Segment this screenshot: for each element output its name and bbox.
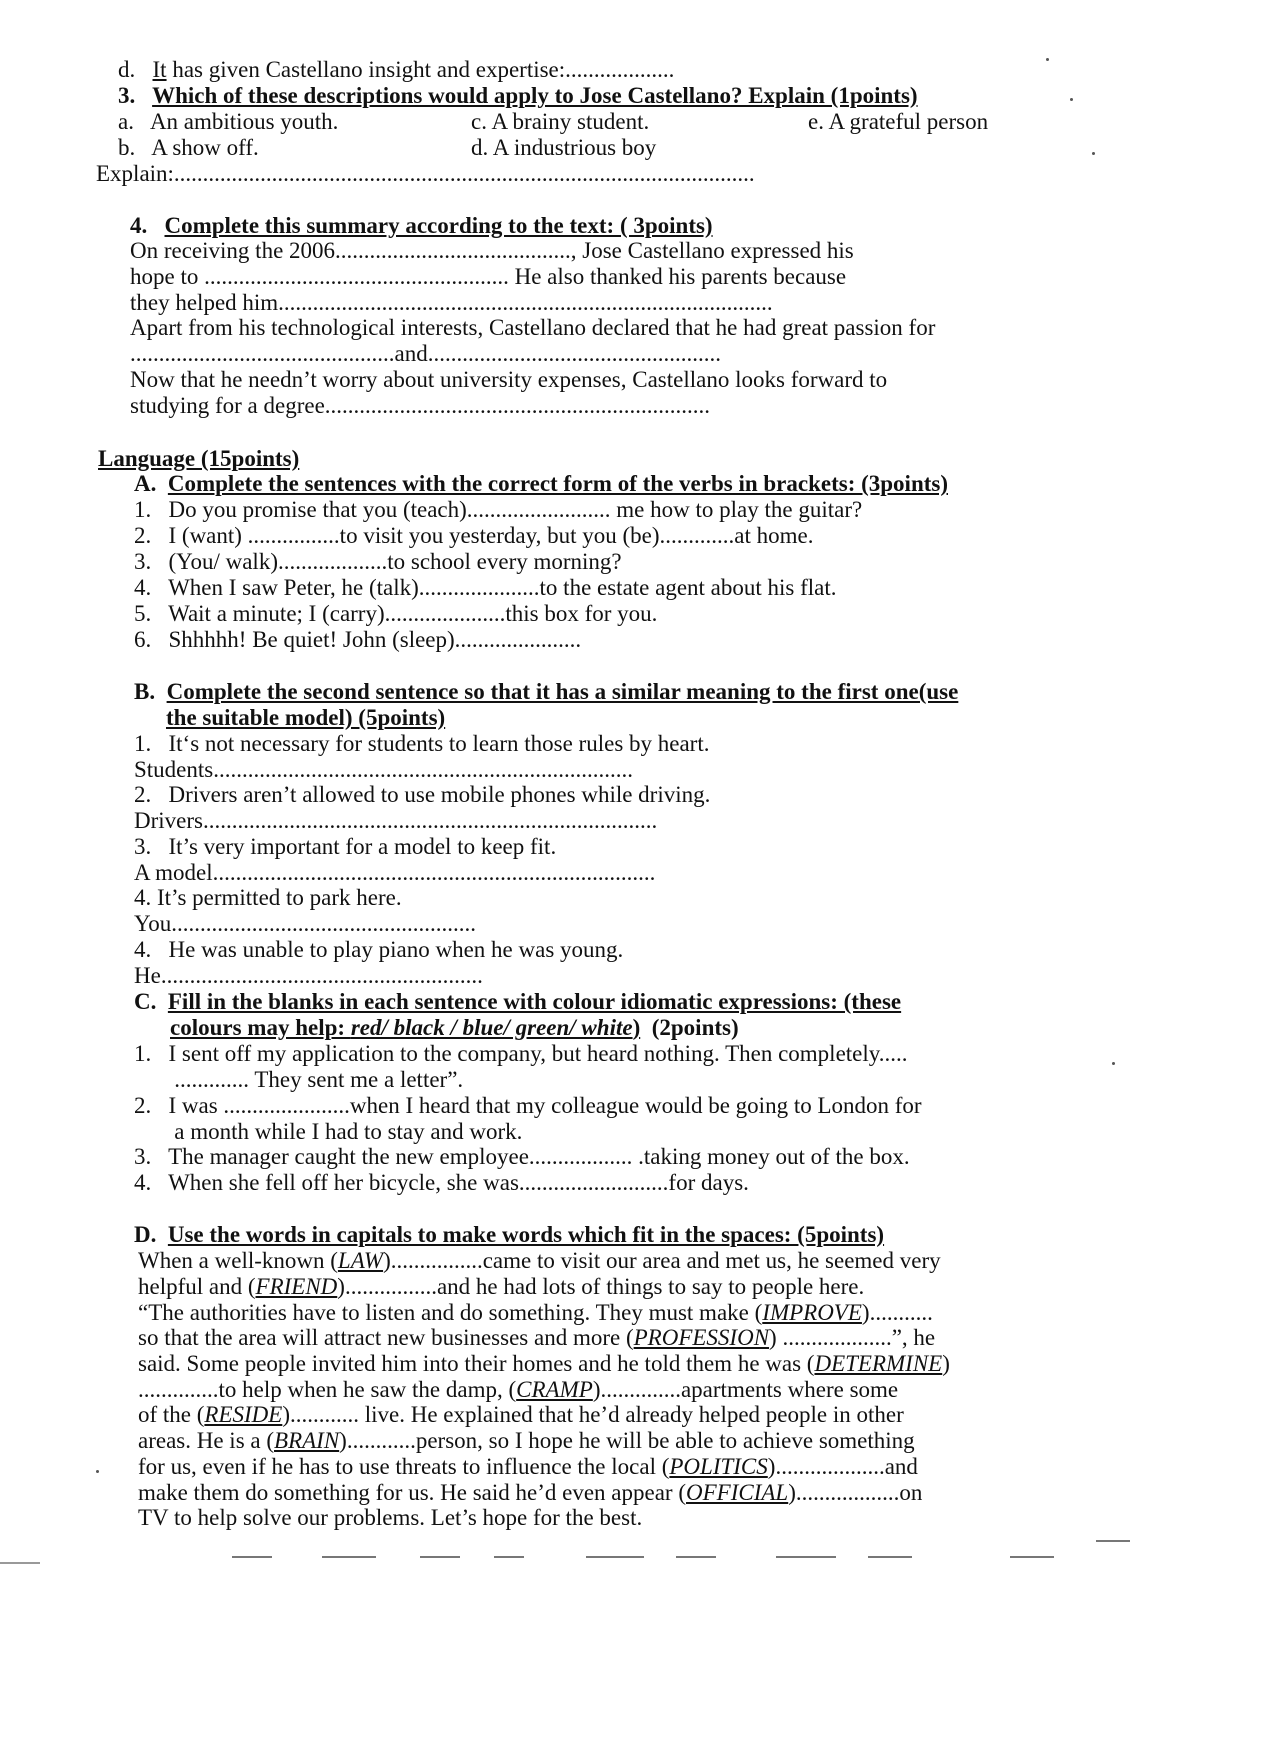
scan-line <box>676 1556 716 1558</box>
partD-word-official: OFFICIAL <box>686 1480 789 1505</box>
partD-line-7 <box>138 1400 904 1429</box>
q3-opt-c: c. A brainy student. <box>471 109 650 134</box>
q4-title: Complete this summary according to the text: ( 3points) <box>164 213 713 238</box>
partD-text: of the ( <box>138 1402 205 1427</box>
partB-line: He........................................................ <box>134 963 483 988</box>
partD-text: )........... <box>861 1300 933 1325</box>
partD-word-determine: DETERMINE <box>814 1351 943 1376</box>
q4-line: ..............................................and................................................... <box>130 341 721 366</box>
scan-line <box>232 1556 272 1558</box>
partD-heading <box>134 1220 884 1249</box>
partC-title-close: ) <box>632 1015 641 1040</box>
q3-number: 3. <box>118 83 136 108</box>
q4-line: they helped him...................................................................................... <box>130 290 773 315</box>
partD-text: make them do something for us. He said he’d even appear ( <box>138 1480 686 1505</box>
q4-line: On receiving the 2006........................................., Jose Castellano expressed his <box>130 238 854 263</box>
q3-heading <box>118 81 918 110</box>
partC-line: ............. They sent me a letter”. <box>134 1067 464 1092</box>
partC-line: 1. I sent off my application to the company, but heard nothing. Then completely..... <box>134 1041 908 1066</box>
scan-line <box>494 1556 524 1558</box>
q3-opt-b: b. A show off. <box>118 135 259 160</box>
q2d-letter: d. <box>118 57 136 82</box>
scan-line <box>1096 1540 1130 1542</box>
partB-line: 4. It’s permitted to park here. <box>134 885 402 910</box>
partD-line-1 <box>138 1246 941 1275</box>
partC-title-colours: colours may help: <box>170 1015 351 1040</box>
partC-line: a month while I had to stay and work. <box>134 1119 523 1144</box>
language-section-title: Language (15points) <box>98 446 300 471</box>
partD-line-8 <box>138 1426 915 1455</box>
partD-word-friend: FRIEND <box>255 1274 338 1299</box>
q4-line: Now that he needn’t worry about university expenses, Castellano looks forward to <box>130 367 888 392</box>
scan-line <box>1010 1556 1054 1558</box>
partB-line: 3. It’s very important for a model to keep fit. <box>134 834 557 859</box>
partD-text: )..................on <box>788 1480 923 1505</box>
q4-line: Apart from his technological interests, Castellano declared that he had great passion for <box>130 315 936 340</box>
partD-text: )..............apartments where some <box>592 1377 899 1402</box>
partD-word-improve: IMPROVE <box>762 1300 862 1325</box>
scan-speck <box>1046 58 1049 61</box>
partD-text: )................came to visit our area and met us, he seemed very <box>383 1248 941 1273</box>
scan-speck <box>1112 1062 1115 1065</box>
partC-line: 3. The manager caught the new employee.................. .taking money out of the box. <box>134 1144 910 1169</box>
partB-title-line1: Complete the second sentence so that it has a similar meaning to the first one(use <box>166 679 959 704</box>
q3-explain-line: Explain:..................................................................................................... <box>96 161 755 186</box>
q2d-underlined-it: It <box>152 57 167 82</box>
partD-word-politics: POLITICS <box>669 1454 768 1479</box>
scan-line <box>776 1556 836 1558</box>
partD-line-2 <box>138 1272 864 1301</box>
q4-line: hope to ..................................................... He also thanked his parents because <box>130 264 847 289</box>
partC-line: 2. I was ......................when I heard that my colleague would be going to London for <box>134 1093 922 1118</box>
partB-line: A model............................................................................. <box>134 860 656 885</box>
partD-text: ) <box>942 1351 950 1376</box>
partD-word-brain: BRAIN <box>274 1428 340 1453</box>
scan-line <box>420 1556 460 1558</box>
partD-text: “The authorities have to listen and do something. They must make ( <box>138 1300 763 1325</box>
partD-text: ..............to help when he saw the damp, ( <box>138 1377 517 1402</box>
q3-title: Which of these descriptions would apply to Jose Castellano? Explain (1points) <box>152 83 918 108</box>
partD-word-reside: RESIDE <box>204 1402 283 1427</box>
q4-line: studying for a degree................................................................... <box>130 393 711 418</box>
partD-line-5 <box>138 1349 950 1378</box>
partC-letter: C. <box>134 989 157 1014</box>
q3-opt-a: a. An ambitious youth. <box>118 109 339 134</box>
partA-item: 3. (You/ walk)...................to school every morning? <box>134 549 622 574</box>
scan-line <box>586 1556 644 1558</box>
partB-line: 2. Drivers aren’t allowed to use mobile phones while driving. <box>134 782 711 807</box>
partD-letter: D. <box>134 1222 157 1247</box>
partC-colour-words: red/ black / blue/ green/ white <box>350 1015 633 1040</box>
partB-line: Students......................................................................... <box>134 757 633 782</box>
partB-line: Drivers............................................................................... <box>134 808 658 833</box>
partB-letter: B. <box>134 679 156 704</box>
partA-item: 6. Shhhhh! Be quiet! John (sleep)...................... <box>134 627 582 652</box>
partD-line-9 <box>138 1452 918 1481</box>
partD-word-profession: PROFESSION <box>633 1325 770 1350</box>
partD-text: so that the area will attract new businesses and more ( <box>138 1325 634 1350</box>
q3-opt-e: e. A grateful person <box>808 109 989 134</box>
partD-text: for us, even if he has to use threats to influence the local ( <box>138 1454 670 1479</box>
partD-line-4 <box>138 1323 935 1352</box>
partD-text: )...................and <box>767 1454 918 1479</box>
partA-item: 4. When I saw Peter, he (talk).....................to the estate agent about his flat. <box>134 575 837 600</box>
q2-option-d <box>118 55 674 84</box>
scan-line <box>868 1556 912 1558</box>
partA-title: Complete the sentences with the correct form of the verbs in brackets: (3points) <box>167 471 948 496</box>
partC-title-line1: Fill in the blanks in each sentence with colour idiomatic expressions: (these <box>167 989 902 1014</box>
partA-item: 2. I (want) ................to visit you yesterday, but you (be).............at home. <box>134 523 814 548</box>
scan-line <box>0 1562 40 1564</box>
partC-heading <box>134 987 901 1016</box>
partD-text: )............ live. He explained that he’d already helped people in other <box>282 1402 904 1427</box>
partC-line: 4. When she fell off her bicycle, she was..........................for days. <box>134 1170 749 1195</box>
partD-title: Use the words in capitals to make words which fit in the spaces: (5points) <box>167 1222 885 1247</box>
partD-text: When a well-known ( <box>138 1248 338 1273</box>
scan-speck <box>1092 152 1095 155</box>
partD-text: said. Some people invited him into their homes and he told them he was ( <box>138 1351 815 1376</box>
partA-item: 5. Wait a minute; I (carry).....................this box for you. <box>134 601 658 626</box>
q2d-text: has given Castellano insight and expertise:................... <box>166 57 675 82</box>
partD-word-cramp: CRAMP <box>516 1377 593 1402</box>
partB-title-line2: the suitable model) (5points) <box>166 705 446 730</box>
partD-text: ) ...................”, he <box>769 1325 936 1350</box>
partD-word-law: LAW <box>337 1248 384 1273</box>
q4-number: 4. <box>130 213 148 238</box>
partD-text: )............person, so I hope he will be able to achieve something <box>339 1428 915 1453</box>
partB-line: 1. It‘s not necessary for students to learn those rules by heart. <box>134 731 710 756</box>
partC-title-line2 <box>170 1013 739 1042</box>
partD-line-11: TV to help solve our problems. Let’s hope for the best. <box>138 1505 643 1530</box>
partA-heading <box>134 469 948 498</box>
partC-points: (2points) <box>640 1015 739 1040</box>
partB-line: 4. He was unable to play piano when he was young. <box>134 937 624 962</box>
partB-heading <box>134 677 958 706</box>
partA-letter: A. <box>134 471 157 496</box>
q3-opt-d: d. A industrious boy <box>471 135 657 160</box>
partB-line: You..................................................... <box>134 911 477 936</box>
partD-text: helpful and ( <box>138 1274 256 1299</box>
partA-item: 1. Do you promise that you (teach)......................... me how to play the guitar? <box>134 497 863 522</box>
partD-text: areas. He is a ( <box>138 1428 275 1453</box>
scan-speck <box>96 1470 99 1473</box>
scan-speck <box>1070 98 1073 101</box>
partD-text: )................and he had lots of things to say to people here. <box>337 1274 865 1299</box>
scan-line <box>322 1556 376 1558</box>
